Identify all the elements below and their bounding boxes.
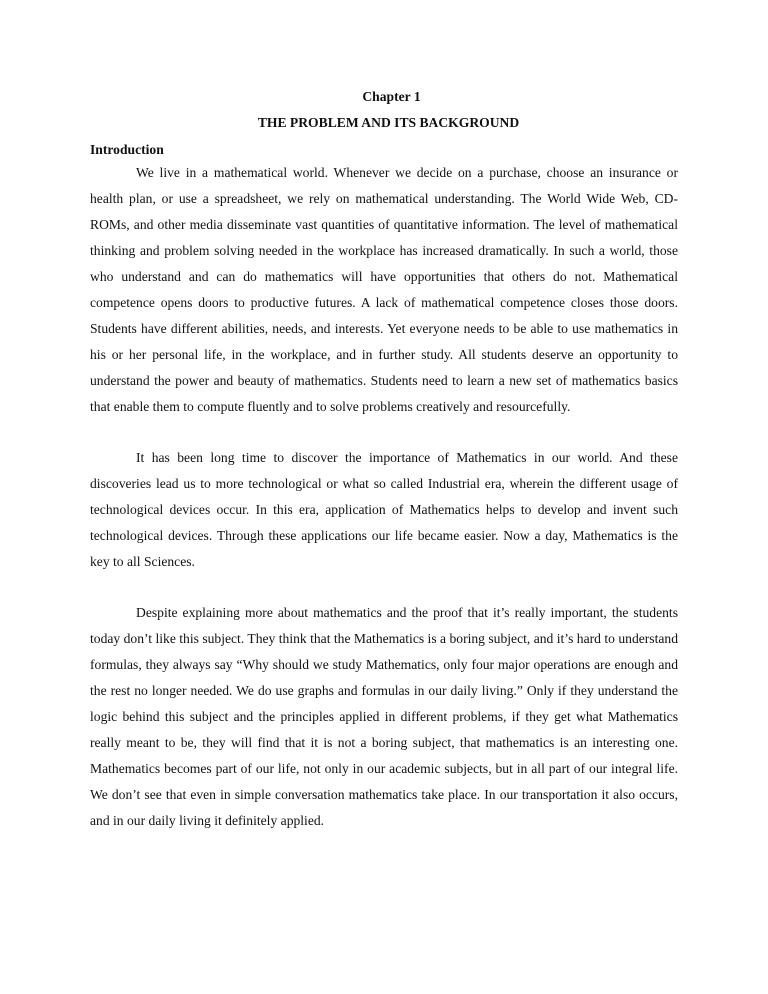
paragraph-3: Despite explaining more about mathematics and the proof that it’s really important, the students today don’t like this subject. They think that the Mathematics is a boring subject, and it’s hard to understand formulas, they always say “Why should we study Mathematics, only four major operations are enough and the rest no longer needed. We do use graphs and formulas in our daily living.” Only if they understand the logic behind this subject and the principles applied in different problems, if they get what Mathematics really meant to be, they will find that it is not a boring subject, that mathematics is an interesting one. Mathematics becomes part of our life, not only in our academic subjects, but in all part of our integral life. We don’t see that even in simple conversation mathematics take place. In our transportation it also occurs, and in our daily living it definitely applied. (90, 605, 678, 828)
chapter-heading: Chapter 1 (362, 89, 421, 104)
chapter-title: THE PROBLEM AND ITS BACKGROUND (257, 115, 520, 130)
document-page (90, 88, 678, 834)
section-heading: Introduction (90, 142, 164, 157)
paragraph-1: We live in a mathematical world. Whenever we decide on a purchase, choose an insurance or health plan, or use a spreadsheet, we rely on mathematical understanding. The World Wide Web, CD-ROMs, and other media disseminate vast quantities of quantitative information. The level of mathematical thinking and problem solving needed in the workplace has increased dramatically. In such a world, those who understand and can do mathematics will have opportunities that others do not. Mathematical competence opens doors to productive futures. A lack of mathematical competence closes those doors. Students have different abilities, needs, and interests. Yet everyone needs to be able to use mathematics in his or her personal life, in the workplace, and in further study. All students deserve an opportunity to understand the power and beauty of mathematics. Students need to learn a new set of mathematics basics that enable them to compute fluently and to solve problems creatively and resourcefully. (90, 165, 678, 414)
paragraph-2: It has been long time to discover the importance of Mathematics in our world. And these discoveries lead us to more technological or what so called Industrial era, wherein the different usage of technological devices occur. In this era, application of Mathematics helps to develop and invent such technological devices. Through these applications our life became easier. Now a day, Mathematics is the key to all Sciences. (90, 450, 678, 569)
